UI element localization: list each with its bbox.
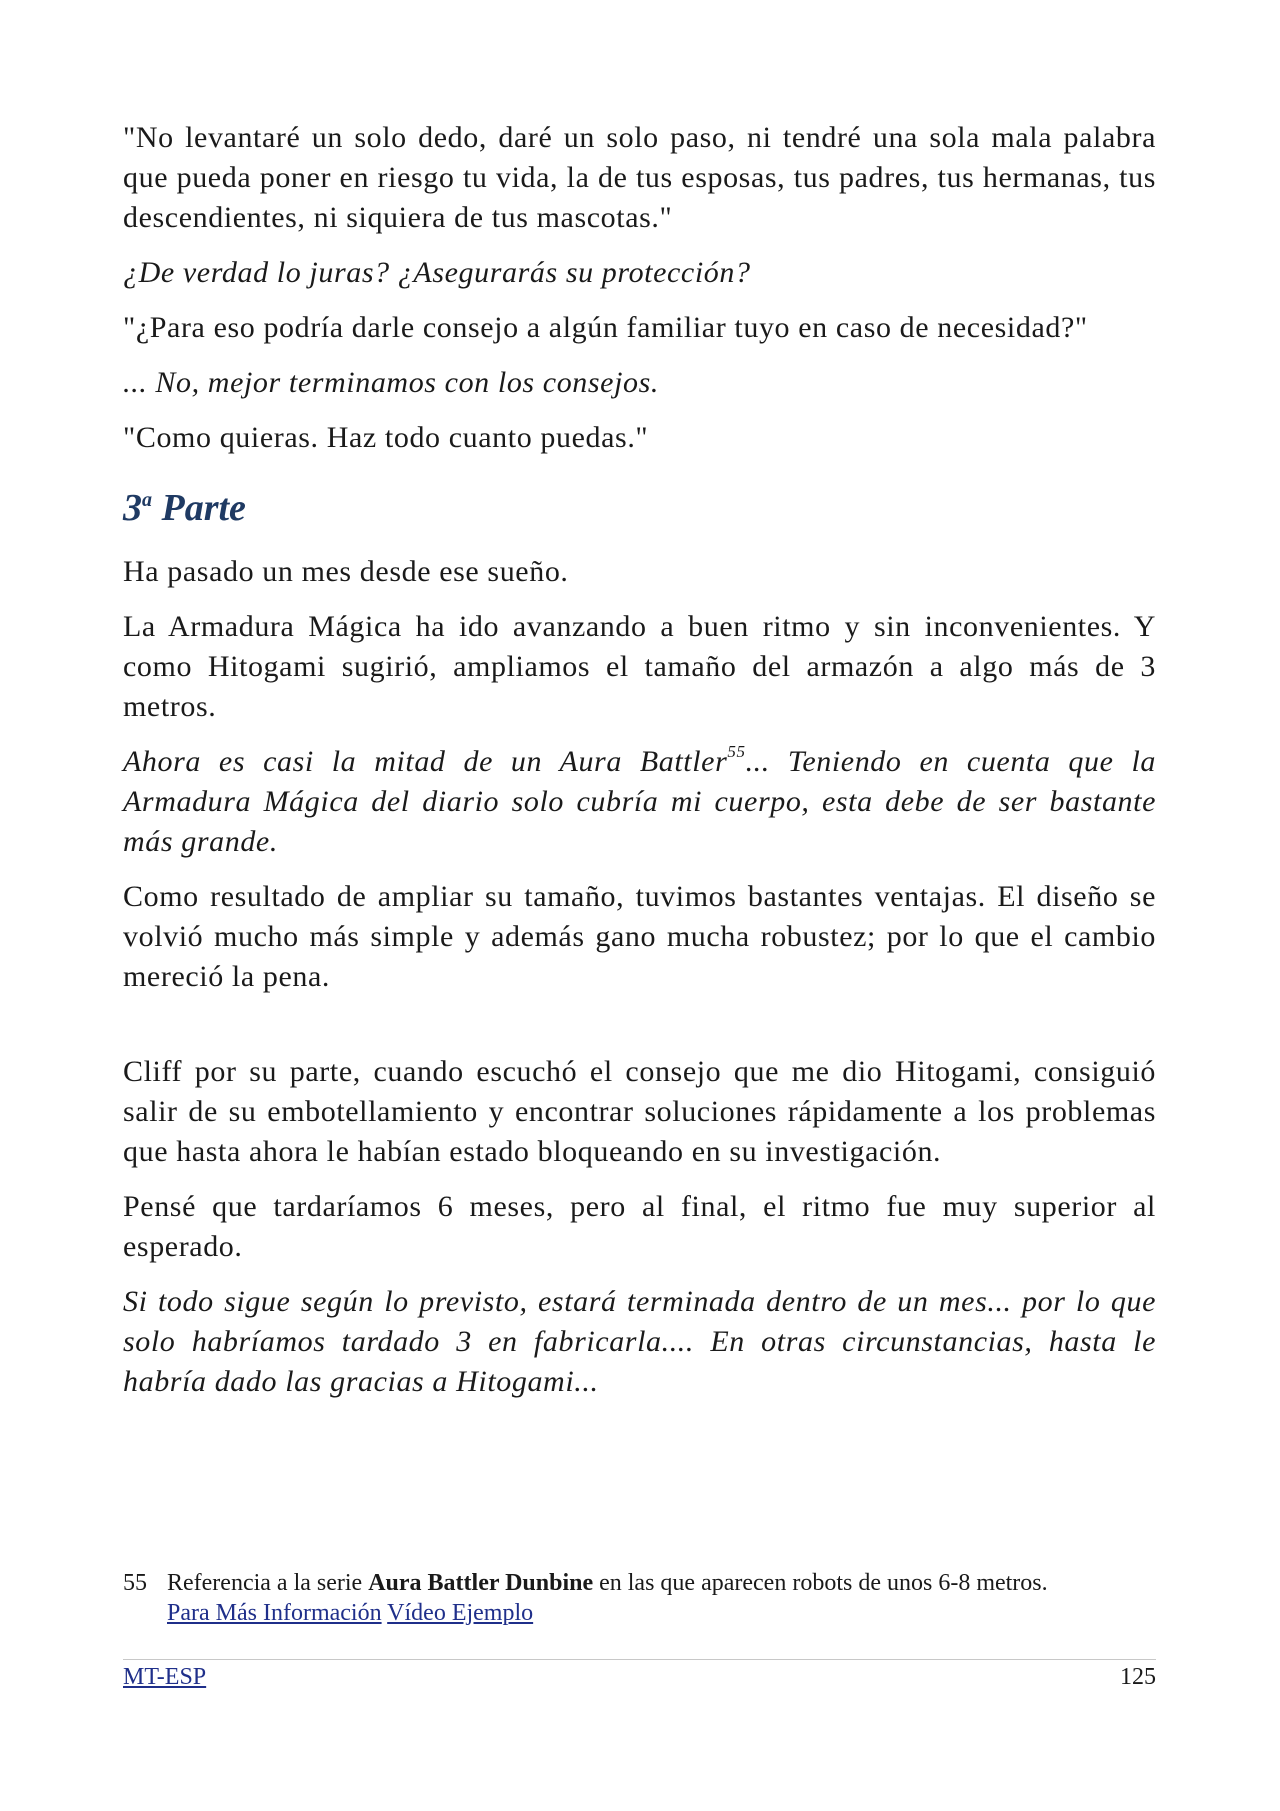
section-heading — [123, 476, 1156, 532]
paragraph: "Como quieras. Haz todo cuanto puedas." — [123, 421, 649, 454]
footnote — [123, 1568, 1156, 1628]
heading-label: Parte — [161, 487, 246, 529]
footnote-text — [167, 1568, 1156, 1628]
paragraph-text: Ahora es casi la mitad de un Aura Battler — [123, 745, 728, 778]
heading-number: 3 — [123, 487, 142, 529]
footnote-text-after: en las que aparecen robots de unos 6-8 metros. — [593, 1570, 1048, 1596]
paragraph-gap — [123, 1012, 1156, 1052]
paragraph: Ha pasado un mes desde ese sueño. — [123, 555, 569, 588]
paragraph: Cliff por su parte, cuando escuchó el consejo que me dio Hitogami, consiguió salir de su embotellamiento y encontrar soluciones rápidamente a los problemas que hasta ahora le habían estado bloqueando en su investigación. — [123, 1055, 1156, 1168]
footer-divider — [123, 1659, 1156, 1660]
page-number: 125 — [1120, 1664, 1156, 1690]
example-video-link[interactable]: Vídeo Ejemplo — [387, 1600, 534, 1626]
more-info-link[interactable]: Para Más Información — [167, 1600, 382, 1626]
page-body — [123, 118, 1156, 1417]
paragraph-italic — [123, 742, 1156, 862]
footnote-text-before: Referencia a la serie — [167, 1570, 369, 1596]
paragraph-italic: ¿De verdad lo juras? ¿Asegurarás su protección? — [123, 256, 751, 289]
paragraph: "No levantaré un solo dedo, daré un solo paso, ni tendré una sola mala palabra que pueda poner en riesgo tu vida, la de tus esposas, tus padres, tus hermanas, tus descendientes, ni siquiera de tus mascotas." — [123, 121, 1156, 234]
paragraph-italic: ... No, mejor terminamos con los consejos. — [123, 366, 660, 399]
paragraph: Como resultado de ampliar su tamaño, tuvimos bastantes ventajas. El diseño se volvió mucho más simple y además gano mucha robustez; por lo que el cambio mereció la pena. — [123, 880, 1156, 993]
paragraph: Pensé que tardaríamos 6 meses, pero al final, el ritmo fue muy superior al esperado. — [123, 1190, 1156, 1263]
paragraph: "¿Para eso podría darle consejo a algún familiar tuyo en caso de necesidad?" — [123, 311, 1088, 344]
footnote-bold-title: Aura Battler Dunbine — [368, 1570, 594, 1596]
page-footer — [123, 1662, 1156, 1692]
heading-ordinal: a — [142, 489, 152, 511]
paragraph-text: ... Teniendo en cuenta que la Armadura Mágica del diario solo cubría mi cuerpo, esta debe de ser bastante más grande. — [123, 745, 1156, 858]
footer-site-link[interactable]: MT-ESP — [123, 1664, 207, 1690]
footnote-number: 55 — [123, 1570, 147, 1596]
paragraph: La Armadura Mágica ha ido avanzando a buen ritmo y sin inconvenientes. Y como Hitogami sugirió, ampliamos el tamaño del armazón a algo más de 3 metros. — [123, 610, 1156, 723]
paragraph-italic: Si todo sigue según lo previsto, estará terminada dentro de un mes... por lo que solo habríamos tardado 3 en fabricarla.... En otras circunstancias, hasta le habría dado las gracias a Hitogami... — [123, 1285, 1156, 1398]
footnote-reference[interactable]: 55 — [727, 742, 746, 761]
